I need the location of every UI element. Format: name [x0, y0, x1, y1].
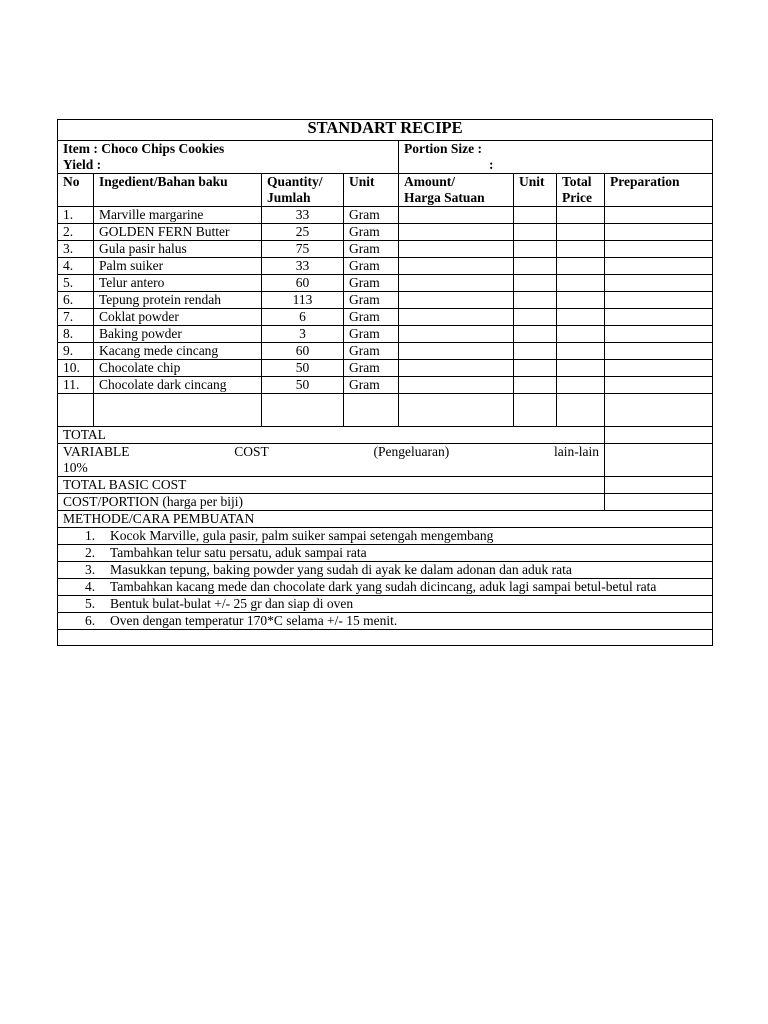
header-quantity — [262, 174, 344, 207]
header-amount — [399, 174, 514, 207]
ingredient-unit-2 — [514, 275, 557, 292]
yield-label: Yield : — [63, 157, 102, 172]
header-total-price — [557, 174, 605, 207]
ingredient-unit-2 — [514, 258, 557, 275]
ingredient-row — [58, 292, 713, 309]
ingredient-unit: Gram — [344, 224, 399, 241]
ingredient-unit: Gram — [344, 275, 399, 292]
method-step-row — [58, 596, 713, 613]
ingredient-unit-2 — [514, 360, 557, 377]
ingredient-quantity: 60 — [262, 275, 344, 292]
method-step — [58, 528, 713, 545]
ingredient-total-price — [557, 207, 605, 224]
ingredient-quantity: 33 — [262, 207, 344, 224]
ingredient-amount — [399, 241, 514, 258]
empty-row — [58, 630, 713, 646]
step-number: 6. — [85, 613, 96, 628]
header-ingredient: Ingedient/Bahan baku — [94, 174, 262, 207]
empty-cell — [344, 394, 399, 427]
ingredient-unit: Gram — [344, 326, 399, 343]
ingredient-name: Coklat powder — [94, 309, 262, 326]
ingredient-preparation — [605, 326, 713, 343]
ingredient-preparation — [605, 207, 713, 224]
ingredient-quantity: 75 — [262, 241, 344, 258]
method-step-row — [58, 579, 713, 596]
empty-cell — [399, 394, 514, 427]
method-step-row — [58, 562, 713, 579]
recipe-table — [57, 119, 713, 646]
header-quantity-line1: Quantity/ — [267, 174, 323, 189]
ingredient-total-price — [557, 360, 605, 377]
ingredient-amount — [399, 377, 514, 394]
ingredient-name: Kacang mede cincang — [94, 343, 262, 360]
ingredient-name: Baking powder — [94, 326, 262, 343]
ingredient-row — [58, 224, 713, 241]
ingredient-no: 1. — [58, 207, 94, 224]
empty-cell — [605, 394, 713, 427]
step-text: Masukkan tepung, baking powder yang sudah di ayak ke dalam adonan dan aduk rata — [110, 562, 572, 577]
ingredient-amount — [399, 309, 514, 326]
ingredient-no: 3. — [58, 241, 94, 258]
ingredient-amount — [399, 275, 514, 292]
variable-cost-word: COST — [234, 444, 269, 459]
ingredient-preparation — [605, 377, 713, 394]
ingredient-unit: Gram — [344, 343, 399, 360]
ingredient-no: 7. — [58, 309, 94, 326]
ingredient-preparation — [605, 309, 713, 326]
ingredient-row — [58, 343, 713, 360]
header-unit-2: Unit — [514, 174, 557, 207]
header-no: No — [58, 174, 94, 207]
step-number: 2. — [85, 545, 96, 560]
ingredient-unit-2 — [514, 241, 557, 258]
portion-cell — [399, 141, 713, 174]
ingredient-amount — [399, 360, 514, 377]
step-text: Oven dengan temperatur 170*C selama +/- 15 menit. — [110, 613, 398, 628]
header-preparation: Preparation — [605, 174, 713, 207]
ingredient-no: 4. — [58, 258, 94, 275]
ingredient-amount — [399, 292, 514, 309]
ingredient-quantity: 6 — [262, 309, 344, 326]
ingredient-row — [58, 309, 713, 326]
ingredient-no: 10. — [58, 360, 94, 377]
cost-portion-value — [605, 494, 713, 511]
header-total-line1: Total — [562, 174, 592, 189]
method-step-row — [58, 613, 713, 630]
ingredient-unit: Gram — [344, 309, 399, 326]
ingredient-total-price — [557, 224, 605, 241]
ingredient-preparation — [605, 360, 713, 377]
step-text: Kocok Marville, gula pasir, palm suiker sampai setengah mengembang — [110, 528, 494, 543]
ingredient-preparation — [605, 343, 713, 360]
ingredient-quantity: 25 — [262, 224, 344, 241]
ingredient-unit: Gram — [344, 360, 399, 377]
ingredient-unit: Gram — [344, 207, 399, 224]
ingredient-no: 5. — [58, 275, 94, 292]
ingredient-name: Tepung protein rendah — [94, 292, 262, 309]
ingredient-unit: Gram — [344, 258, 399, 275]
step-text: Tambahkan kacang mede dan chocolate dark yang sudah dicincang, aduk lagi sampai betul-betul rata — [110, 579, 657, 594]
recipe-document — [57, 119, 712, 646]
ingredient-row — [58, 326, 713, 343]
total-label: TOTAL — [58, 427, 605, 444]
header-amount-line2: Harga Satuan — [404, 190, 485, 205]
ingredient-quantity: 50 — [262, 377, 344, 394]
empty-cell — [58, 394, 94, 427]
ingredient-total-price — [557, 377, 605, 394]
ingredient-total-price — [557, 326, 605, 343]
header-total-line2: Price — [562, 190, 592, 205]
ingredient-name: Chocolate chip — [94, 360, 262, 377]
ingredient-row — [58, 377, 713, 394]
variable-cost-line1 — [63, 444, 599, 460]
step-number: 5. — [85, 596, 96, 611]
cost-portion-label: COST/PORTION (harga per biji) — [58, 494, 605, 511]
portion-value: : — [489, 157, 494, 172]
total-value — [605, 427, 713, 444]
variable-cost-word: VARIABLE — [63, 444, 130, 459]
ingredient-unit-2 — [514, 343, 557, 360]
ingredient-unit-2 — [514, 224, 557, 241]
ingredient-amount — [399, 224, 514, 241]
variable-cost-label — [58, 444, 605, 477]
item-label: Item : Choco Chips Cookies — [63, 141, 225, 156]
ingredient-amount — [399, 343, 514, 360]
ingredient-total-price — [557, 275, 605, 292]
empty-cell — [557, 394, 605, 427]
ingredient-quantity: 60 — [262, 343, 344, 360]
ingredient-row — [58, 207, 713, 224]
ingredient-unit: Gram — [344, 377, 399, 394]
variable-cost-line2: 10% — [63, 460, 88, 475]
ingredient-total-price — [557, 241, 605, 258]
empty-cell — [514, 394, 557, 427]
variable-cost-word: lain-lain — [554, 444, 599, 459]
portion-label: Portion Size : — [404, 141, 482, 156]
ingredient-name: Telur antero — [94, 275, 262, 292]
ingredient-preparation — [605, 224, 713, 241]
ingredient-preparation — [605, 241, 713, 258]
method-title: METHODE/CARA PEMBUATAN — [58, 511, 713, 528]
ingredient-total-price — [557, 292, 605, 309]
ingredient-name: Marville margarine — [94, 207, 262, 224]
method-step — [58, 579, 713, 596]
step-number: 4. — [85, 579, 96, 594]
method-step — [58, 596, 713, 613]
header-quantity-line2: Jumlah — [267, 190, 311, 205]
method-step — [58, 613, 713, 630]
ingredient-unit: Gram — [344, 292, 399, 309]
empty-cell — [94, 394, 262, 427]
method-step-row — [58, 528, 713, 545]
ingredient-row — [58, 241, 713, 258]
recipe-title: STANDART RECIPE — [58, 120, 713, 141]
ingredient-no: 2. — [58, 224, 94, 241]
ingredient-preparation — [605, 275, 713, 292]
step-text: Bentuk bulat-bulat +/- 25 gr dan siap di oven — [110, 596, 354, 611]
ingredient-no: 8. — [58, 326, 94, 343]
ingredient-name: Chocolate dark cincang — [94, 377, 262, 394]
ingredient-preparation — [605, 258, 713, 275]
ingredient-no: 9. — [58, 343, 94, 360]
ingredient-amount — [399, 258, 514, 275]
ingredient-unit: Gram — [344, 241, 399, 258]
ingredient-name: Gula pasir halus — [94, 241, 262, 258]
ingredient-row — [58, 360, 713, 377]
variable-cost-word: (Pengeluaran) — [373, 444, 450, 459]
ingredient-name: Palm suiker — [94, 258, 262, 275]
step-text: Tambahkan telur satu persatu, aduk sampai rata — [110, 545, 367, 560]
ingredient-quantity: 113 — [262, 292, 344, 309]
ingredient-preparation — [605, 292, 713, 309]
header-unit: Unit — [344, 174, 399, 207]
ingredient-unit-2 — [514, 292, 557, 309]
method-step-row — [58, 545, 713, 562]
total-basic-cost-label: TOTAL BASIC COST — [58, 477, 605, 494]
ingredient-no: 6. — [58, 292, 94, 309]
variable-cost-value — [605, 444, 713, 477]
step-number: 1. — [85, 528, 96, 543]
ingredient-quantity: 33 — [262, 258, 344, 275]
ingredient-quantity: 50 — [262, 360, 344, 377]
ingredient-amount — [399, 326, 514, 343]
ingredient-name: GOLDEN FERN Butter — [94, 224, 262, 241]
ingredient-unit-2 — [514, 207, 557, 224]
ingredient-unit-2 — [514, 309, 557, 326]
empty-cell — [262, 394, 344, 427]
ingredient-unit-2 — [514, 326, 557, 343]
ingredient-total-price — [557, 258, 605, 275]
ingredient-no: 11. — [58, 377, 94, 394]
ingredient-row — [58, 258, 713, 275]
ingredient-quantity: 3 — [262, 326, 344, 343]
method-step — [58, 562, 713, 579]
total-basic-cost-value — [605, 477, 713, 494]
item-cell — [58, 141, 399, 174]
header-amount-line1: Amount/ — [404, 174, 456, 189]
method-step — [58, 545, 713, 562]
ingredient-total-price — [557, 309, 605, 326]
step-number: 3. — [85, 562, 96, 577]
ingredient-unit-2 — [514, 377, 557, 394]
ingredient-amount — [399, 207, 514, 224]
ingredient-row — [58, 275, 713, 292]
ingredient-total-price — [557, 343, 605, 360]
